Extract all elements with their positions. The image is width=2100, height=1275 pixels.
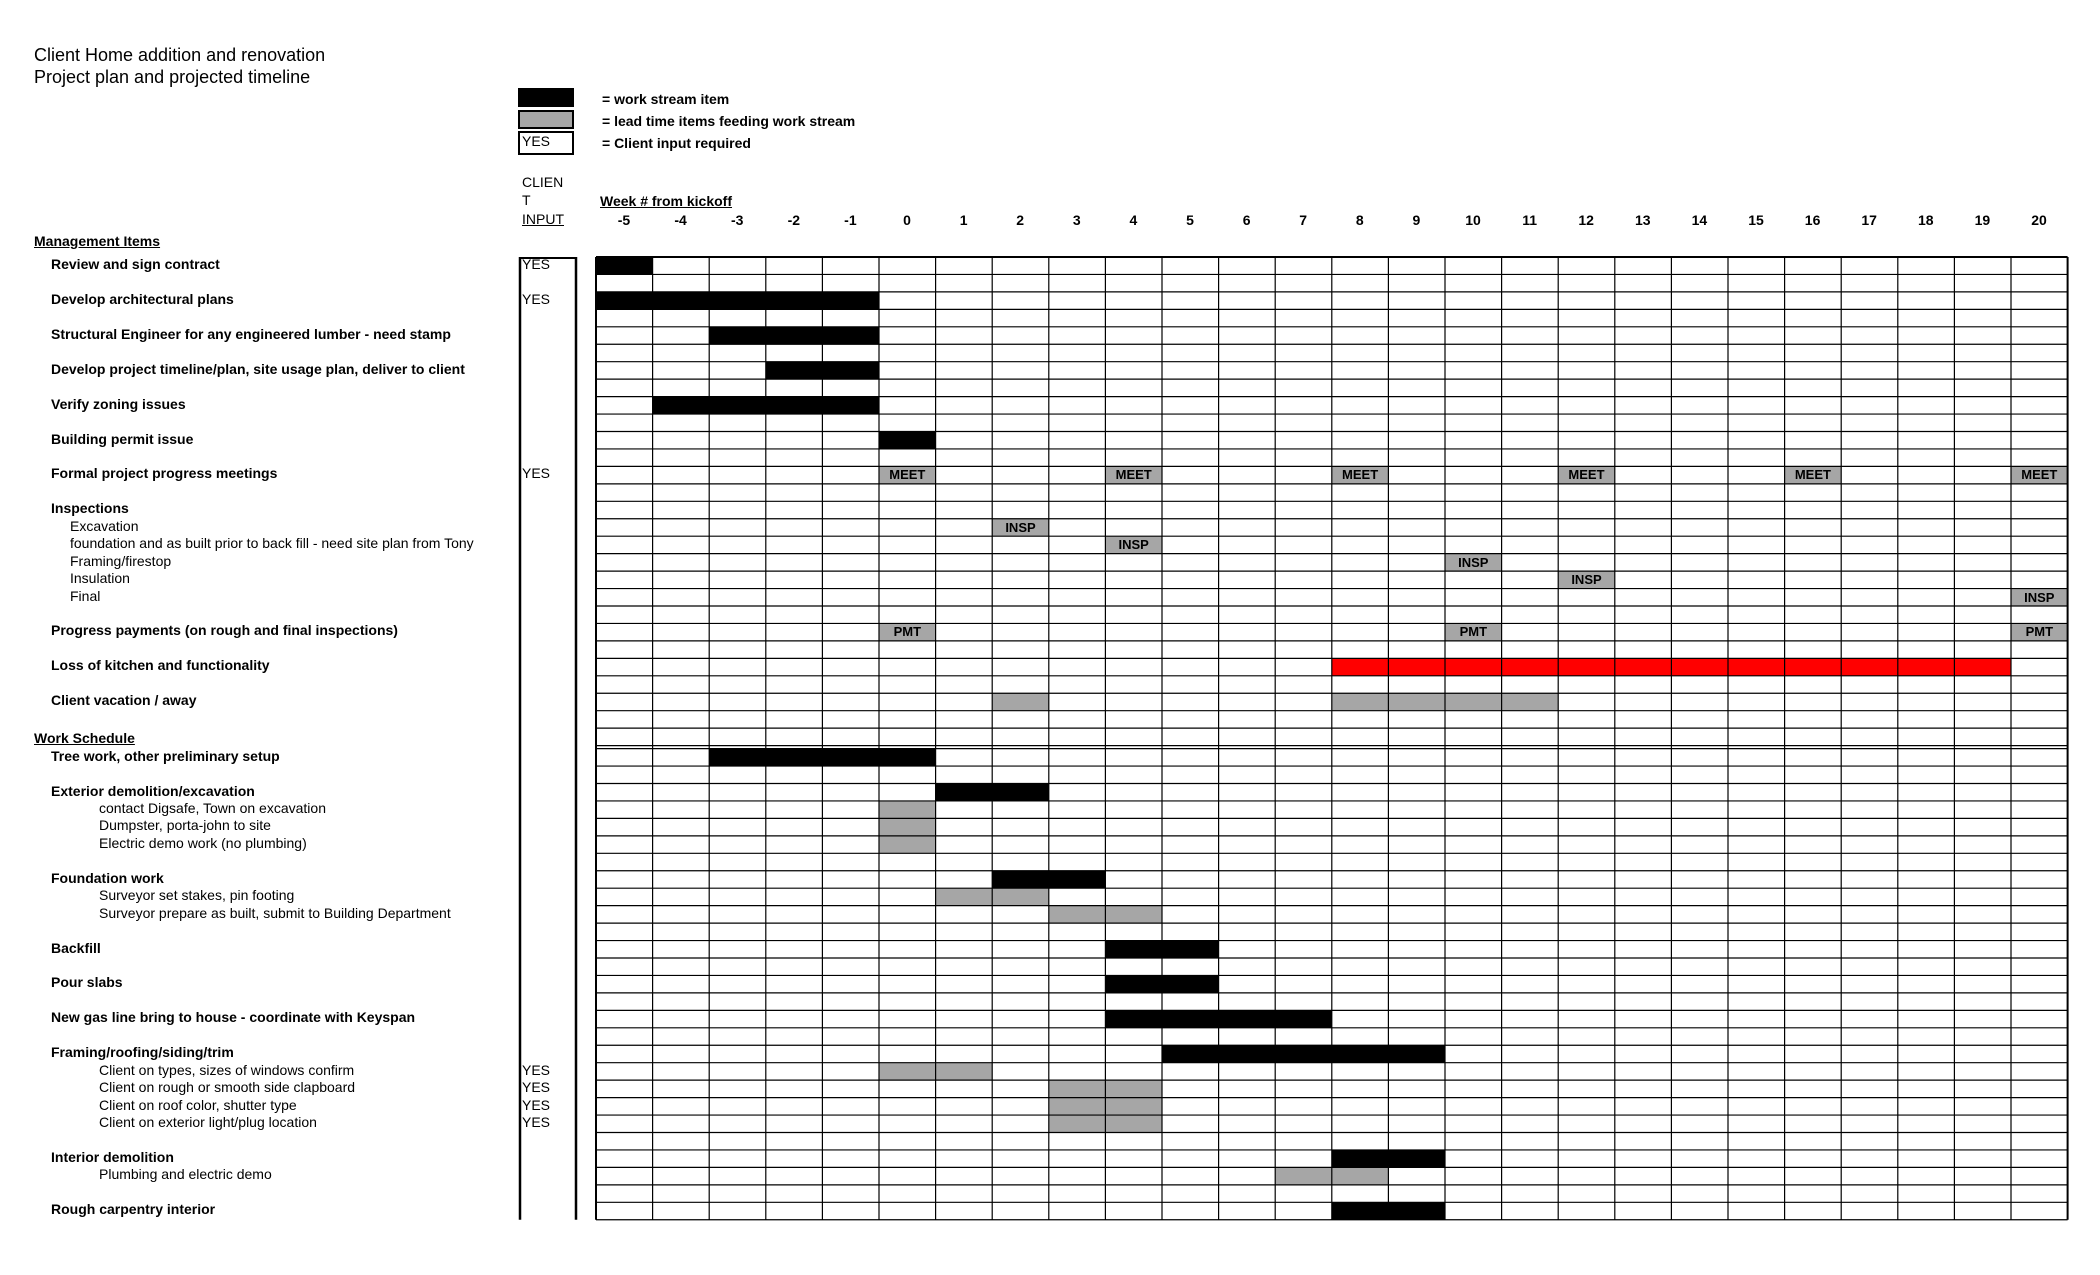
week-label: 15 (1748, 212, 1764, 228)
task-label: contact Digsafe, Town on excavation (99, 799, 326, 816)
week-label: -5 (617, 212, 631, 228)
week-label: 4 (1129, 212, 1138, 228)
week-label: 6 (1242, 212, 1251, 228)
gantt-bar-lead (992, 693, 1049, 710)
task-label: Client vacation / away (51, 692, 197, 709)
task-label: Inspections (51, 500, 129, 517)
task-label: Surveyor prepare as built, submit to Building Department (99, 904, 451, 921)
client-input-yes: YES (522, 1079, 551, 1096)
week-label: -4 (674, 212, 687, 228)
gantt-marker-label: INSP (2024, 589, 2055, 605)
task-label: Develop project timeline/plan, site usage plan, deliver to client (51, 360, 465, 377)
gantt-bar-lead (879, 836, 936, 853)
gantt-marker-label: MEET (1794, 467, 1831, 483)
gantt-marker-label: INSP (1118, 537, 1149, 553)
task-label: Client on roof color, shutter type (99, 1096, 297, 1113)
gantt-bar-work (596, 292, 879, 309)
legend-work-text: = work stream item (602, 91, 730, 107)
week-label: 16 (1804, 212, 1821, 228)
client-input-yes: YES (522, 290, 551, 307)
week-label: 1 (959, 212, 968, 228)
week-label: -3 (730, 212, 744, 228)
task-label: Surveyor set stakes, pin footing (99, 887, 295, 904)
gantt-bar-lead (879, 801, 936, 818)
task-label: Foundation work (51, 869, 164, 886)
gantt-bar-work (709, 327, 879, 344)
gantt-marker-label: MEET (1568, 467, 1605, 483)
week-label: 17 (1861, 212, 1877, 228)
week-label: 0 (903, 212, 911, 228)
gantt-marker-label: MEET (1342, 467, 1379, 483)
week-label: 19 (1974, 212, 1991, 228)
task-label: Formal project progress meetings (51, 465, 278, 482)
page-title-line2: Project plan and projected timeline (34, 67, 311, 87)
task-label: Pour slabs (51, 974, 123, 991)
legend-lead-text: = lead time items feeding work stream (602, 113, 856, 129)
gantt-bar-work (1162, 1045, 1445, 1062)
task-label: Client on types, sizes of windows confirm (99, 1061, 355, 1078)
week-caption: Week # from kickoff (600, 193, 733, 209)
week-label: 20 (2031, 212, 2047, 228)
week-label: 7 (1299, 212, 1308, 228)
task-label: Tree work, other preliminary setup (51, 747, 280, 764)
week-label: 9 (1412, 212, 1421, 228)
week-label: -1 (844, 212, 857, 228)
week-label: 3 (1072, 212, 1081, 228)
gantt-marker-label: INSP (1005, 519, 1036, 535)
task-label: New gas line bring to house - coordinate with Keyspan (51, 1009, 416, 1026)
gantt-marker-label: INSP (1458, 554, 1489, 570)
week-label: 5 (1186, 212, 1194, 228)
gantt-bar-work (879, 432, 936, 449)
legend-input-text: = Client input required (602, 135, 751, 151)
gantt-marker-label: PMT (1459, 624, 1488, 640)
task-label: Plumbing and electric demo (99, 1166, 272, 1183)
week-label: 11 (1522, 212, 1537, 228)
gantt-marker-label: INSP (1571, 572, 1602, 588)
task-label: Interior demolition (51, 1148, 174, 1165)
week-label: 18 (1918, 212, 1934, 228)
task-label: Verify zoning issues (51, 395, 186, 412)
client-input-header-2: T (522, 192, 531, 208)
task-label: Framing/firestop (70, 552, 172, 569)
task-label: Loss of kitchen and functionality (51, 657, 270, 674)
task-label: Framing/roofing/siding/trim (51, 1044, 234, 1061)
task-label: Exterior demolition/excavation (51, 782, 255, 799)
gantt-marker-label: PMT (2025, 624, 2054, 640)
week-label: -2 (787, 212, 801, 228)
task-label: Excavation (70, 517, 139, 534)
client-input-yes: YES (522, 1114, 551, 1131)
legend-yes-swatch: YES (518, 131, 574, 155)
task-label: Final (70, 587, 101, 604)
week-label: 14 (1691, 212, 1708, 228)
client-input-header-3: INPUT (522, 211, 564, 227)
task-label: foundation and as built prior to back fill - need site plan from Tony (70, 535, 474, 552)
task-label: Client on exterior light/plug location (99, 1114, 317, 1131)
task-label: Dumpster, porta-john to site (99, 817, 271, 834)
task-label: Insulation (70, 570, 130, 587)
client-input-yes: YES (522, 256, 551, 272)
section-management: Management Items (34, 233, 161, 249)
task-label: Structural Engineer for any engineered lumber - need stamp (51, 325, 451, 342)
gantt-marker-label: MEET (1115, 467, 1152, 483)
client-input-yes: YES (522, 465, 551, 482)
task-label: Electric demo work (no plumbing) (99, 834, 307, 851)
week-label: 12 (1578, 212, 1594, 228)
task-label: Develop architectural plans (51, 290, 234, 307)
client-input-yes: YES (522, 1061, 551, 1078)
gantt-marker-label: PMT (893, 624, 922, 640)
task-label: Rough carpentry interior (51, 1201, 216, 1218)
week-label: 8 (1355, 212, 1364, 228)
task-label: Backfill (51, 939, 101, 956)
task-label: Client on rough or smooth side clapboard (99, 1079, 356, 1096)
week-label: 2 (1016, 212, 1025, 228)
gantt-marker-label: MEET (2021, 467, 2058, 483)
week-label: 10 (1465, 212, 1481, 228)
section-work-schedule: Work Schedule (34, 730, 135, 746)
gantt-bar-work (596, 257, 653, 274)
gantt-bar-lead (879, 818, 936, 835)
client-input-yes: YES (522, 1096, 551, 1113)
gantt-marker-label: MEET (889, 467, 926, 483)
week-label: 13 (1635, 212, 1651, 228)
task-label: Review and sign contract (51, 256, 220, 272)
task-label: Progress payments (on rough and final inspections) (51, 622, 398, 639)
client-input-header-1: CLIEN (522, 174, 564, 190)
task-label: Building permit issue (51, 430, 194, 447)
page-title-line1: Client Home addition and renovation (34, 45, 326, 65)
